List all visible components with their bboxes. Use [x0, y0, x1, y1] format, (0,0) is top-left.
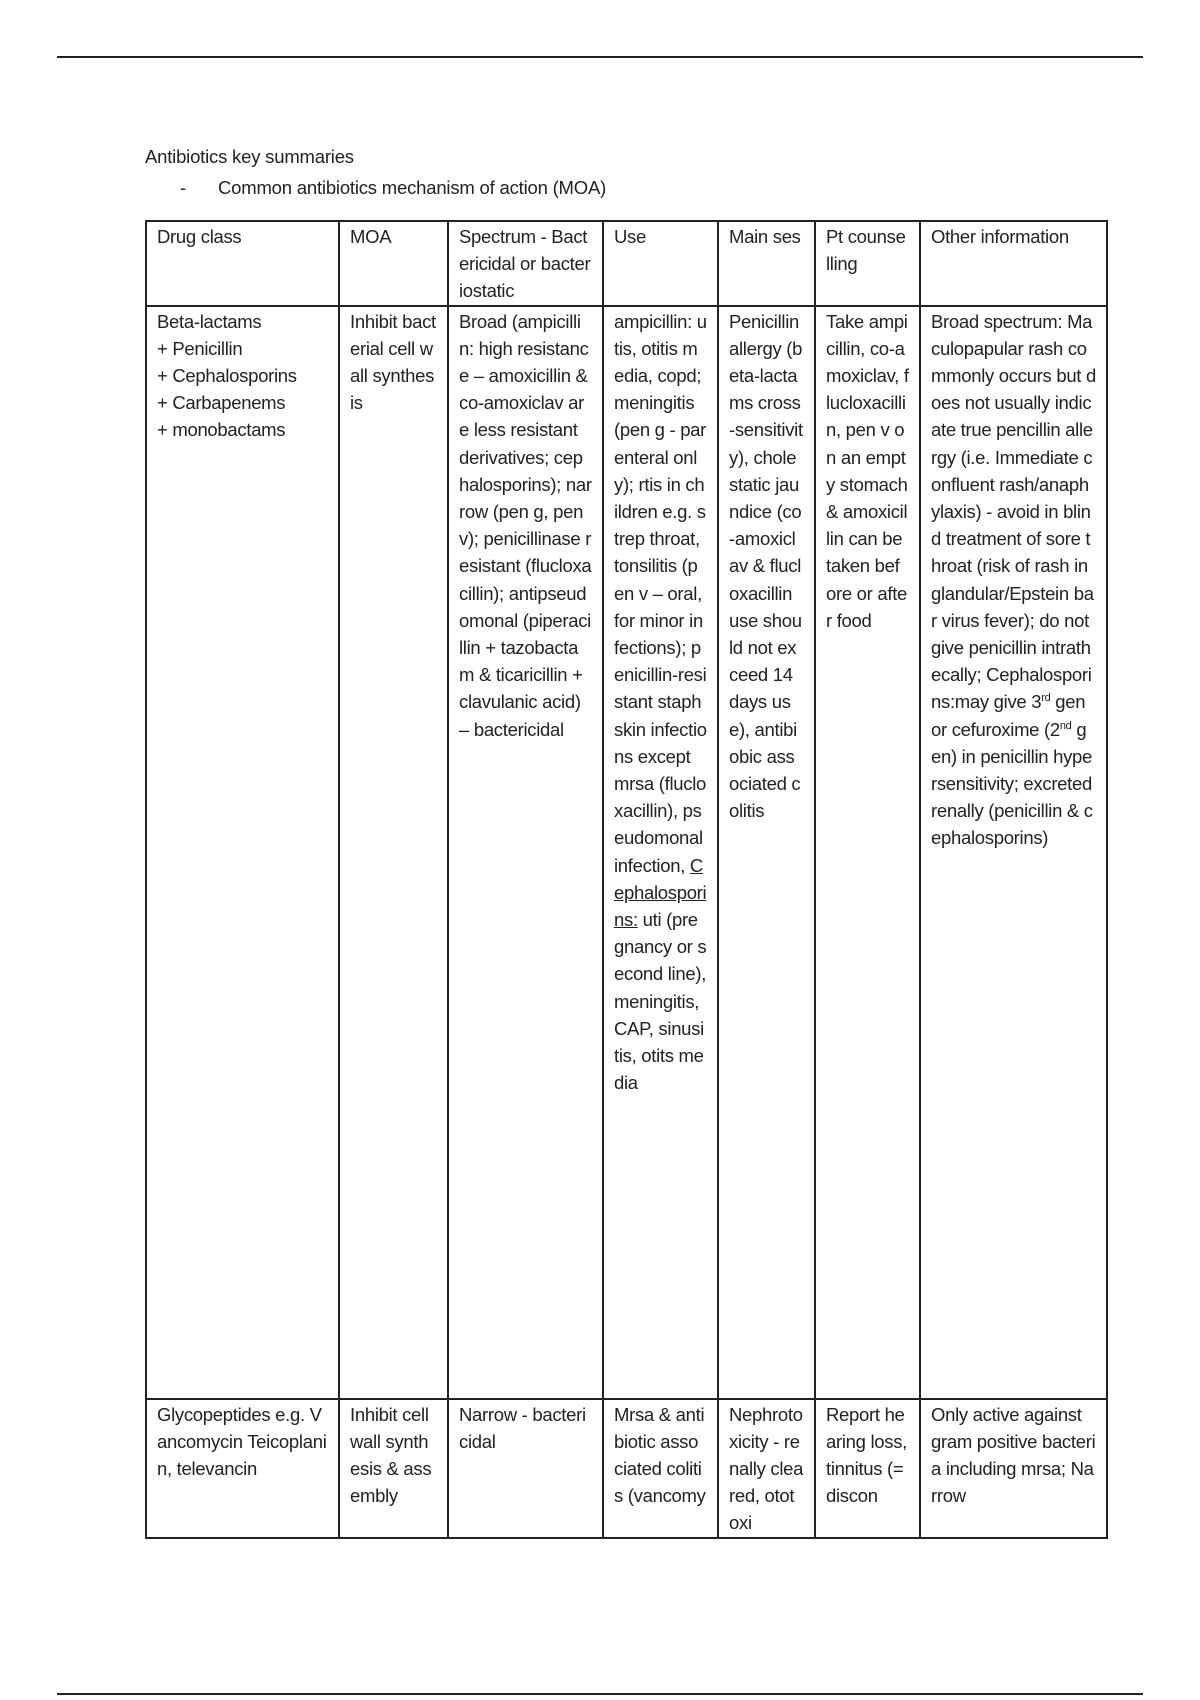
drug-class-line: + Penicillin [157, 337, 243, 359]
header-pt-counselling: Pt counselling [815, 221, 920, 306]
antibiotics-table [145, 220, 1108, 1539]
header-use: Use [603, 221, 718, 306]
footer-rule [57, 1693, 1143, 1695]
header-moa: MOA [339, 221, 448, 306]
header-rule [57, 56, 1143, 58]
cell-spectrum: Narrow - bactericidal [448, 1399, 603, 1538]
use-text: ampicillin: utis, otitis media, copd; meningitis (pen g - parenteral only); rtis in children e.g. strep throat, tonsilitis (pen v – oral, for minor infections); penicillin-resistant staph skin infections except mrsa (flucloxacillin), pseudomonal infection, [614, 310, 707, 876]
cell-drug-class [146, 306, 339, 1399]
superscript-rd: rd [1041, 692, 1051, 705]
table-row [146, 306, 1107, 1399]
use-underlined-label: Cephalosporins: [614, 854, 707, 931]
cell-spectrum: Broad (ampicillin: high resistance – amoxicillin & co-amoxiclav are less resistant derivatives; cephalosporins); narrow (pen g, pen v); penicillinase resistant (flucloxacillin); antipseudomonal (piperacillin + tazobactam & ticaricillin + clavulanic acid) – bactericidal [448, 306, 603, 1399]
bullet-marker: - [180, 177, 186, 198]
bullet-text: Common antibiotics mechanism of action (MOA) [218, 177, 607, 198]
table-row [146, 1399, 1107, 1538]
header-drug-class: Drug class [146, 221, 339, 306]
cell-use: Mrsa & antibiotic associated colitis (vancomy [603, 1399, 718, 1538]
cell-moa: Inhibit bacterial cell wall synthesis [339, 306, 448, 1399]
cell-main-ses: Nephrotoxicity - renally cleared, ototoxi [718, 1399, 815, 1538]
page-heading: Antibiotics key summaries [145, 146, 354, 167]
other-text-3: gen) in penicillin hypersensitivity; excreted renally (penicillin & cephalosporins) [931, 718, 1093, 849]
table-header-row [146, 221, 1107, 306]
cell-other [920, 306, 1107, 1399]
superscript-nd: nd [1059, 719, 1072, 732]
other-text: Broad spectrum: Maculopapular rash commonly occurs but does not usually indicate true pencillin allergy (i.e. Immediate confluent rash/anaphylaxis) - avoid in blind treatment of sore throat (risk of rash in glandular/Epstein bar virus fever); do not give penicillin intrathecally; Cephalosporins:may give 3 [931, 310, 1096, 713]
header-spectrum: Spectrum - Bactericidal or bacteriostatic [448, 221, 603, 306]
header-other: Other information [920, 221, 1107, 306]
drug-class-line: + Carbapenems [157, 392, 286, 414]
other-text-2: gen or cefuroxime (2 [931, 691, 1086, 740]
drug-class-line: Beta-lactams [157, 310, 262, 332]
cell-other: Only active against gram positive bacteria including mrsa; Narrow [920, 1399, 1107, 1538]
header-main-ses: Main ses [718, 221, 815, 306]
use-text-tail: uti (pregnancy or second line), meningitis, CAP, sinusitis, otits media [614, 909, 707, 1094]
cell-drug-class: Glycopeptides e.g. Vancomycin Teicoplanin, televancin [146, 1399, 339, 1538]
cell-moa: Inhibit cell wall synthesis & assembly [339, 1399, 448, 1538]
bullet-item [180, 177, 606, 199]
cell-main-ses: Penicillin allergy (beta-lactams cross-sensitivity), cholestatic jaundice (co-amoxiclav & flucloxacillin use should not exceed 14 days use), antibiobic associated colitis [718, 306, 815, 1399]
cell-pt-counselling: Report hearing loss, tinnitus (=discon [815, 1399, 920, 1538]
cell-use [603, 306, 718, 1399]
drug-class-line: + Cephalosporins [157, 365, 297, 387]
drug-class-line: + monobactams [157, 419, 286, 441]
cell-pt-counselling: Take ampicillin, co-amoxiclav, flucloxacillin, pen v on an empty stomach & amoxicillin can be taken before or after food [815, 306, 920, 1399]
